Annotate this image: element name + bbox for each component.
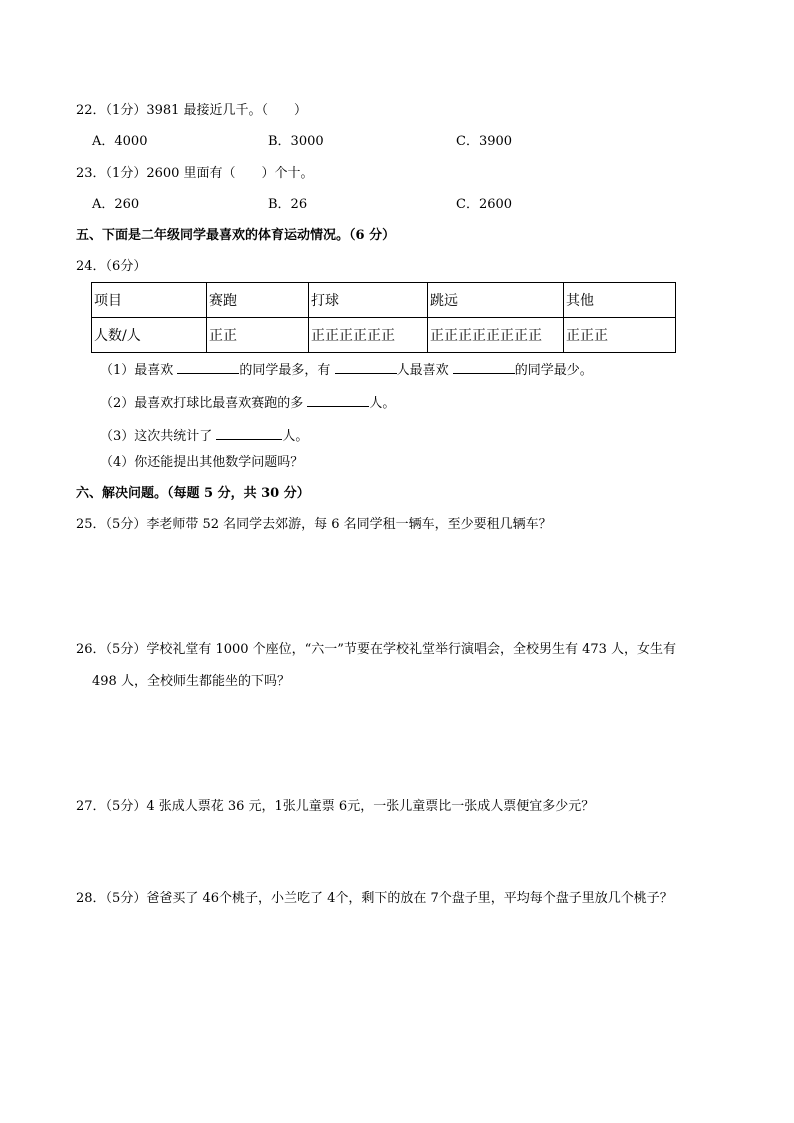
text-segment: 的同学最少。 bbox=[514, 363, 593, 378]
question-27: 27．（5分）4 张成人票花 36 元，1张儿童票 6元，一张儿童票比一张成人票便宜多少元？ bbox=[76, 799, 595, 814]
table-cell: 正正正正正正正正 bbox=[428, 318, 564, 353]
answer-blank[interactable] bbox=[307, 394, 369, 407]
question-26-line-1: 26．（5分）学校礼堂有 1000 个座位，“六一”节要在学校礼堂举行演唱会，全校男生有 473 人，女生有 bbox=[76, 642, 677, 657]
table-header-row bbox=[92, 283, 676, 318]
text-segment: 人。 bbox=[369, 396, 396, 411]
question-25: 25．（5分）李老师带 52 名同学去郊游，每 6 名同学租一辆车，至少要租几辆车？ bbox=[76, 517, 552, 532]
question-24-sub-1 bbox=[100, 361, 593, 377]
question-24-sub-2 bbox=[100, 394, 395, 410]
answer-blank[interactable] bbox=[335, 361, 397, 374]
table-cell: 项目 bbox=[92, 283, 207, 318]
question-24-stem: 24．（6分） bbox=[76, 259, 147, 274]
question-23-option-b: B．26 bbox=[268, 197, 308, 212]
text-segment: 人。 bbox=[282, 429, 309, 444]
answer-blank[interactable] bbox=[453, 361, 515, 374]
table-cell: 赛跑 bbox=[207, 283, 309, 318]
table-cell: 跳远 bbox=[428, 283, 564, 318]
question-23-option-a: A．260 bbox=[92, 197, 140, 212]
text-segment: （1）最喜欢 bbox=[100, 363, 174, 378]
question-24-sub-3 bbox=[100, 427, 308, 443]
question-22-option-a: A．4000 bbox=[92, 134, 148, 149]
question-23-stem: 23．（1分）2600 里面有（ ）个十。 bbox=[76, 166, 314, 181]
question-22-option-b: B．3000 bbox=[268, 134, 324, 149]
table-cell: 正正正 bbox=[564, 318, 676, 353]
table-cell: 打球 bbox=[309, 283, 428, 318]
question-24-sub-4: （4）你还能提出其他数学问题吗？ bbox=[100, 455, 304, 470]
sports-tally-table bbox=[91, 282, 676, 353]
table-cell: 正正正正正正 bbox=[309, 318, 428, 353]
text-segment: （3）这次共统计了 bbox=[100, 429, 213, 444]
table-row bbox=[92, 318, 676, 353]
section-5-title: 五、下面是二年级同学最喜欢的体育运动情况。（6 分） bbox=[76, 228, 396, 243]
table-cell: 正正 bbox=[207, 318, 309, 353]
answer-blank[interactable] bbox=[177, 361, 239, 374]
section-6-title: 六、解决问题。（每题 5 分，共 30 分） bbox=[76, 486, 310, 501]
question-23-option-c: C．2600 bbox=[456, 197, 513, 212]
text-segment: （2）最喜欢打球比最喜欢赛跑的多 bbox=[100, 396, 304, 411]
answer-blank[interactable] bbox=[216, 427, 282, 440]
text-segment: 的同学最多，有 bbox=[239, 363, 331, 378]
text-segment: 人最喜欢 bbox=[396, 363, 449, 378]
question-26-line-2: 498 人，全校师生都能坐的下吗？ bbox=[92, 674, 290, 689]
question-22-stem: 22．（1分）3981 最接近几千。（ ） bbox=[76, 103, 308, 118]
question-22-option-c: C．3900 bbox=[456, 134, 513, 149]
table-cell: 其他 bbox=[564, 283, 676, 318]
question-28: 28．（5分）爸爸买了 46个桃子，小兰吃了 4个，剩下的放在 7个盘子里，平均每个盘子里放几个桃子？ bbox=[76, 891, 673, 906]
table-cell: 人数/人 bbox=[92, 318, 207, 353]
